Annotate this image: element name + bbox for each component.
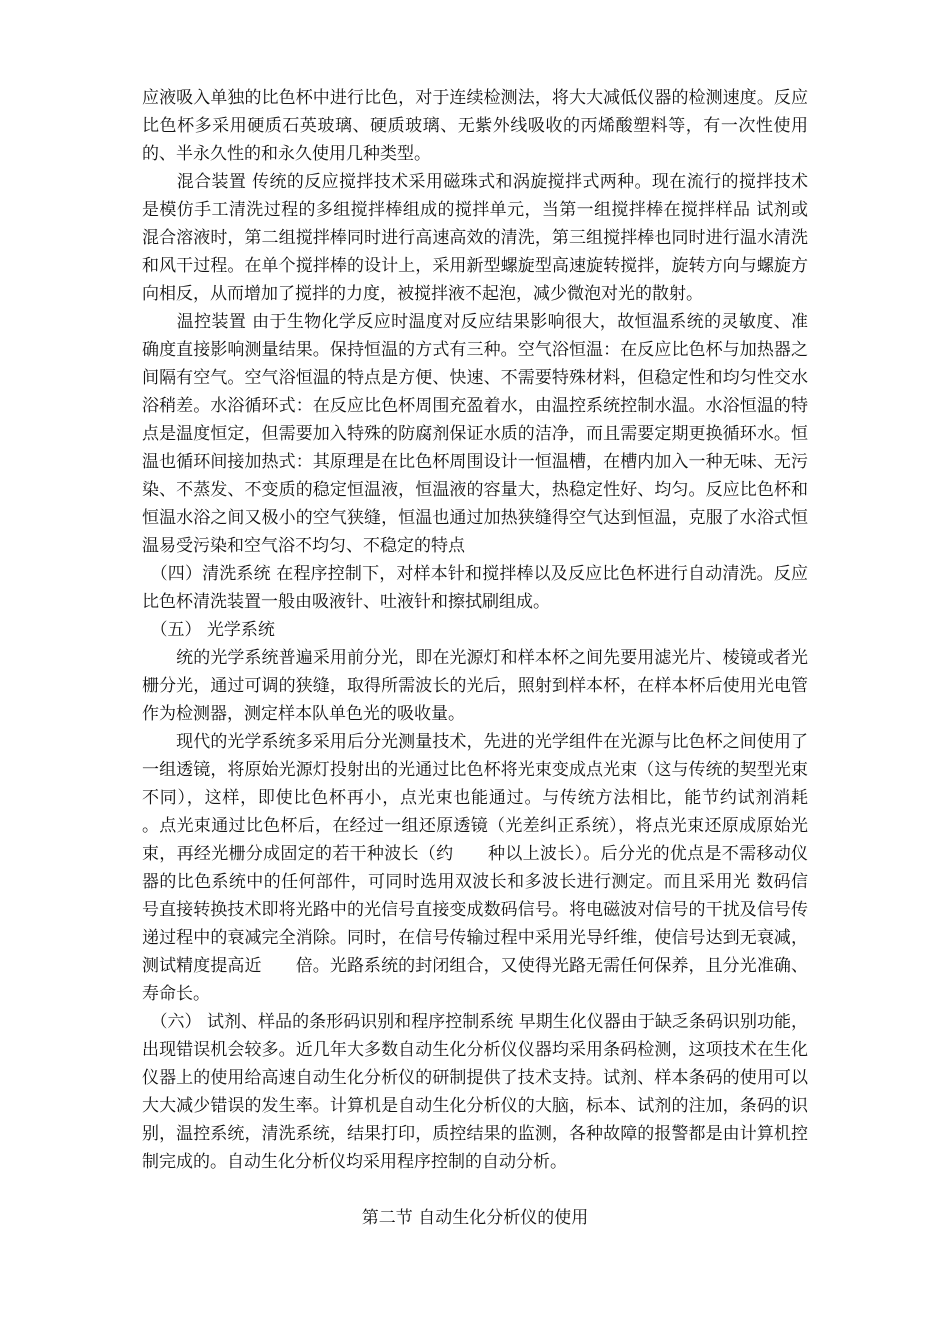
- section-heading: 第二节 自动生化分析仪的使用: [361, 1208, 589, 1228]
- paragraph-modern-optics: 现代的光学系统多采用后分光测量技术，先进的光学组件在光源与比色杯之间使用了一组透镜，将原始光源灯投射出的光通过比色杯将光束变成点光束（这与传统的契型光束不同），这样，即使比色杯再小，点光束也能通过。与传统方法相比，能节约试剂消耗 。点光束通过比色杯后，在经过一组还原透镜（光差纠正系统），将点光束还原成原始光束，再经光栅分成固定的若干种波长（约 种以上波长）。后分光的优点是不需移动仪器的比色系统中的任何部件，可同时选用双波长和多波长进行测定。而且采用光 数码信号直接转换技术即将光路中的光信号直接变成数码信号。将电磁波对信号的干扰及信号传递过程中的衰减完全消除。同时，在信号传输过程中采用光导纤维，使信号达到无衰减，测试精度提高近 倍。光路系统的封闭组合，又使得光路无需任何保养，且分光准确、寿命长。: [142, 732, 876, 1004]
- paragraph-mixing-device: 混合装置 传统的反应搅拌技术采用磁珠式和涡旋搅拌式两种。现在流行的搅拌技术是模仿手工清洗过程的多组搅拌棒组成的搅拌单元，当第一组搅拌棒在搅拌样品 试剂或混合溶液时，第二组搅拌棒同时进行高速高效的清洗，第三组搅拌棒也同时进行温水清洗和风干过程。在单个搅拌棒的设计上，采用新型螺旋型高速旋转搅拌，旋转方向与螺旋方向相反，从而增加了搅拌的力度，被搅拌液不起泡，减少微泡对光的散射。: [142, 172, 808, 304]
- paragraph-cleaning-system: （四）清洗系统 在程序控制下，对样本针和搅拌棒以及反应比色杯进行自动清洗。反应比色杯清洗装置一般由吸液针、吐液针和擦拭刷组成。: [142, 564, 808, 612]
- paragraph-traditional-optics: 统的光学系统普遍采用前分光，即在光源灯和样本杯之间先要用滤光片、棱镜或者光栅分光，通过可调的狭缝，取得所需波长的光后，照射到样本杯，在样本杯后使用光电管作为检测器，测定样本队单色光的吸收量。: [142, 648, 808, 724]
- paragraph-cuvette: 应液吸入单独的比色杯中进行比色，对于连续检测法，将大大减低仪器的检测速度。反应比色杯多采用硬质石英玻璃、硬质玻璃、无紫外线吸收的丙烯酸塑料等，有一次性使用的、半永久性的和永久使用几种类型。: [142, 88, 808, 164]
- paragraph-barcode-control: （六） 试剂、样品的条形码识别和程序控制系统 早期生化仪器由于缺乏条码识别功能，出现错误机会较多。近几年大多数自动生化分析仪仪器均采用条码检测，这项技术在生化仪器上的使用给高速自动生化分析仪的研制提供了技术支持。试剂、样本条码的使用可以大大减少错误的发生率。计算机是自动生化分析仪的大脑，标本、试剂的注加，条码的识别，温控系统，清洗系统，结果打印，质控结果的监测，各种故障的报警都是由计算机控制完成的。自动生化分析仪均采用程序控制的自动分析。: [142, 1012, 808, 1172]
- paragraph-temperature-control: 温控装置 由于生物化学反应时温度对反应结果影响很大，故恒温系统的灵敏度、准确度直接影响测量结果。保持恒温的方式有三种。空气浴恒温：在反应比色杯与加热器之间隔有空气。空气浴恒温的特点是方便、快速、不需要特殊材料，但稳定性和均匀性交水浴稍差。水浴循环式：在反应比色杯周围充盈着水，由温控系统控制水温。水浴恒温的特点是温度恒定，但需要加入特殊的防腐剂保证水质的洁净，而且需要定期更换循环水。恒温也循环间接加热式：其原理是在比色杯周围设计一恒温槽，在槽内加入一种无味、无污染、不蒸发、不变质的稳定恒温液，恒温液的容量大，热稳定性好、均匀。反应比色杯和恒温水浴之间又极小的空气狭缝，恒温也通过加热狭缝得空气达到恒温，克服了水浴式恒温易受污染和空气浴不均匀、不稳定的特点: [142, 312, 808, 556]
- paragraph-optical-system-title: （五） 光学系统: [142, 620, 275, 640]
